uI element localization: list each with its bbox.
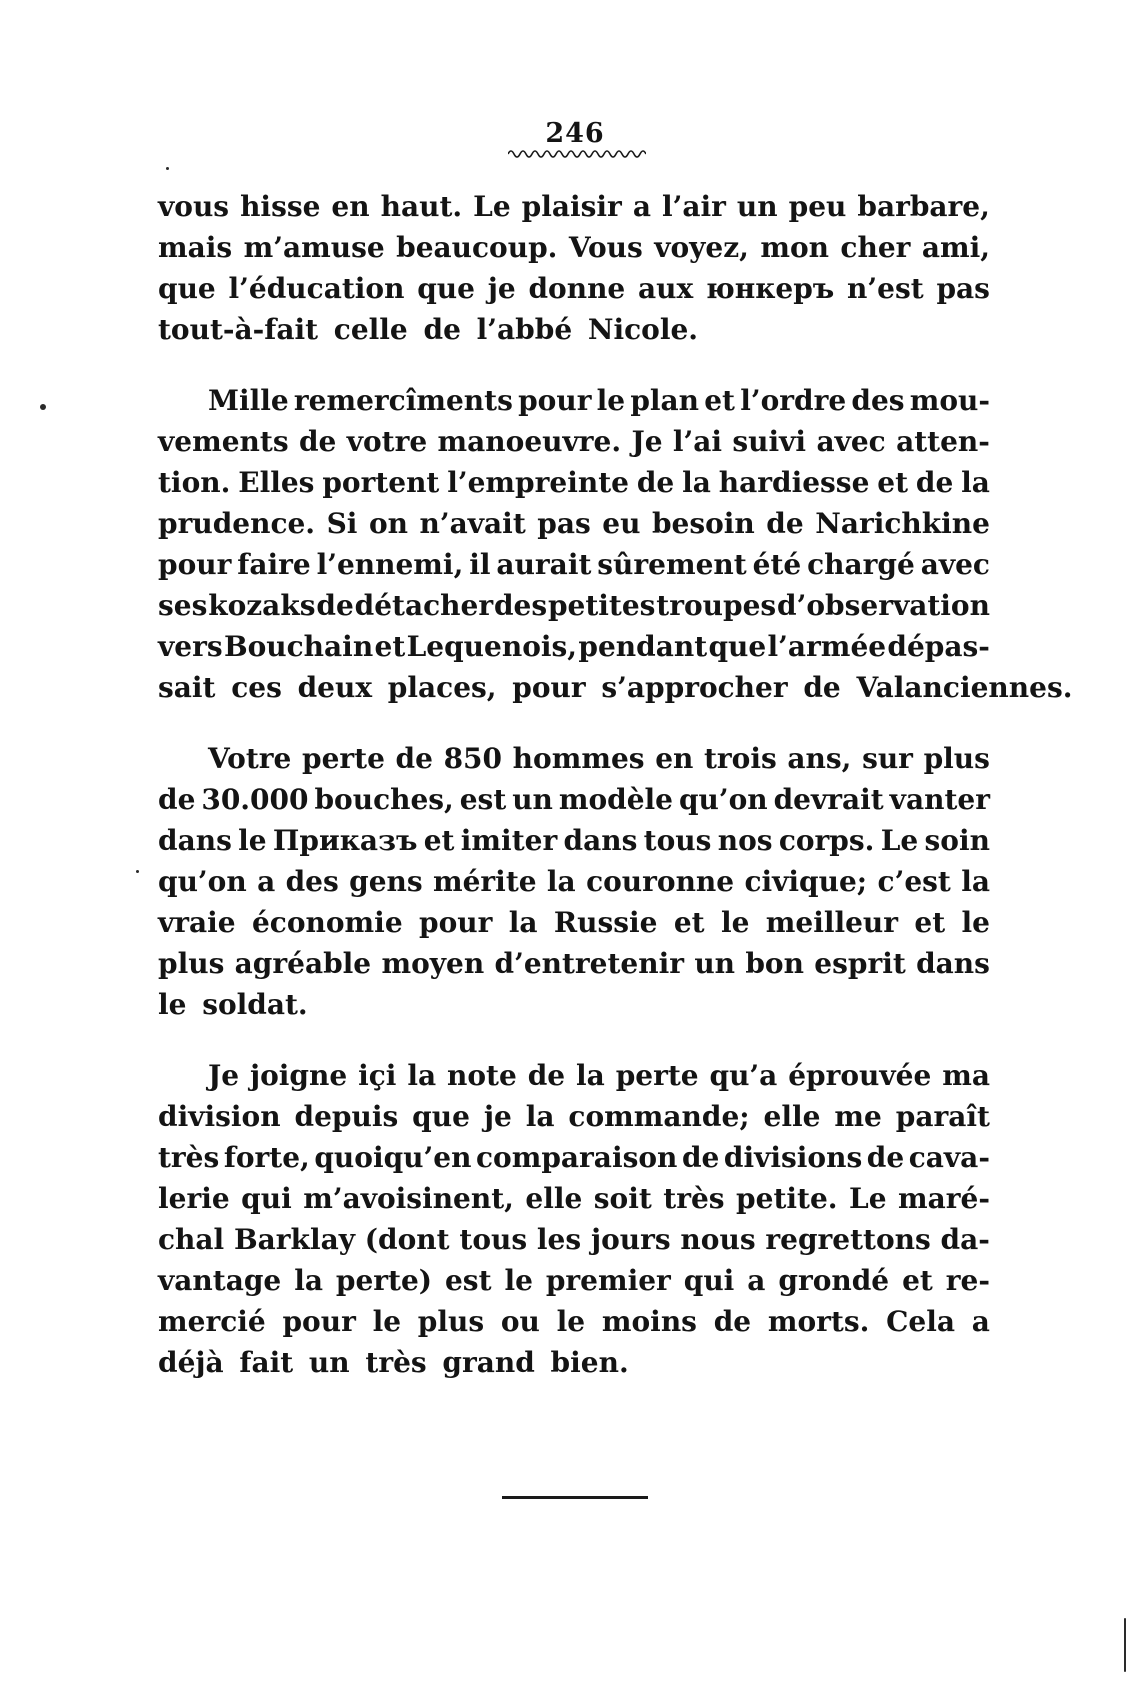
word: économie	[251, 906, 403, 939]
text-line	[158, 1137, 990, 1178]
word: le	[720, 906, 750, 939]
word: vraie	[158, 906, 236, 939]
scan-speck	[1124, 1618, 1126, 1672]
word: les	[536, 1223, 582, 1256]
word: la	[682, 466, 711, 499]
word: que	[417, 272, 475, 305]
word: l’empreinte	[447, 466, 629, 499]
word: m’amuse	[243, 231, 385, 264]
body-text	[158, 186, 1073, 1383]
word: commande;	[568, 1100, 750, 1133]
word: n’avait	[419, 507, 526, 540]
word: Narichkine	[815, 507, 990, 540]
word: le	[556, 1305, 586, 1338]
word: trois	[704, 742, 777, 775]
word: Elles	[238, 466, 315, 499]
word: sur	[862, 742, 913, 775]
word: kozaks	[208, 589, 316, 622]
word: la	[294, 1264, 323, 1297]
paragraph-gap	[158, 1025, 990, 1055]
word: beaucoup.	[396, 231, 558, 264]
word: hommes	[512, 742, 645, 775]
text-line	[158, 902, 990, 943]
word: et	[877, 466, 909, 499]
word: corps.	[778, 824, 875, 857]
word: cher	[840, 231, 911, 264]
word: l’ordre	[740, 384, 847, 417]
word: que	[708, 630, 767, 663]
word: été	[752, 548, 802, 581]
word: Le	[880, 824, 919, 857]
word: hardiesse	[718, 466, 870, 499]
word: division	[158, 1100, 281, 1133]
word: elle	[763, 1100, 821, 1133]
word: regrettons	[765, 1223, 931, 1256]
word: de	[298, 425, 337, 458]
word: eu	[602, 507, 641, 540]
text-line	[158, 421, 990, 462]
word: me	[834, 1100, 882, 1133]
word: la	[525, 1100, 555, 1133]
word: Bouchain	[223, 630, 374, 663]
word: avec	[816, 425, 886, 458]
word: morts.	[767, 1305, 870, 1338]
word: le	[238, 824, 267, 857]
word: très	[663, 1182, 725, 1215]
word: Cela	[886, 1305, 955, 1338]
word: nous	[680, 1223, 756, 1256]
word: de	[681, 1141, 720, 1174]
word: je	[487, 272, 516, 305]
word: de	[866, 1141, 905, 1174]
word: atten-	[896, 425, 990, 458]
word: mou-	[909, 384, 990, 417]
word: couronne	[586, 865, 735, 898]
text-line	[158, 779, 990, 820]
word: moins	[601, 1305, 697, 1338]
word: nos	[717, 824, 773, 857]
word: bon	[745, 947, 804, 980]
word: imiter	[460, 824, 558, 857]
word: vous	[158, 190, 230, 223]
word: dépas-	[887, 630, 990, 663]
word: plus	[417, 1305, 485, 1338]
text-line	[158, 1178, 990, 1219]
word: petite.	[736, 1182, 838, 1215]
word: re-	[945, 1264, 990, 1297]
paragraph-gap	[158, 708, 990, 738]
word: qui	[241, 1182, 292, 1215]
word: de	[766, 507, 804, 540]
word: sûrement	[597, 548, 747, 581]
word: qu’a	[709, 1059, 778, 1092]
word: de	[158, 783, 196, 816]
word: qu’on	[158, 865, 247, 898]
word: perte	[301, 742, 385, 775]
word: Je	[631, 425, 663, 458]
word: premier	[545, 1264, 671, 1297]
word: pendant	[578, 630, 708, 663]
word: perte)	[335, 1264, 433, 1297]
word: pas	[936, 272, 990, 305]
word: mérite	[432, 865, 537, 898]
word: de	[915, 466, 954, 499]
word: votre	[346, 425, 428, 458]
word: de	[316, 589, 354, 622]
word: suivi	[732, 425, 807, 458]
text-line: déjà fait un très grand bien.	[158, 1346, 629, 1379]
word: agréable	[234, 947, 372, 980]
word: en	[331, 190, 370, 223]
word: un	[512, 783, 553, 816]
word: la	[407, 1059, 437, 1092]
word: Je	[208, 1059, 240, 1092]
word: elle	[525, 1182, 583, 1215]
word: très	[158, 1141, 220, 1174]
word: et	[673, 906, 705, 939]
word: a	[971, 1305, 990, 1338]
word: Le	[849, 1182, 887, 1215]
word: portent	[322, 466, 440, 499]
word: Votre	[208, 742, 292, 775]
word: ou	[500, 1305, 540, 1338]
word: l’ennemi,	[316, 548, 464, 581]
word: l’armée	[767, 630, 887, 663]
word: donne	[528, 272, 626, 305]
text-line	[158, 861, 990, 902]
text-line	[158, 268, 990, 309]
word: mercié	[158, 1305, 266, 1338]
word: tous	[643, 824, 712, 857]
word: Le	[473, 190, 511, 223]
word: n’est	[847, 272, 924, 305]
word: tous	[459, 1223, 528, 1256]
word: peu	[788, 190, 847, 223]
word: un	[736, 190, 778, 223]
word: 850	[443, 742, 503, 775]
word: d’entretenir	[494, 947, 684, 980]
word: en	[655, 742, 694, 775]
word: pour	[518, 384, 592, 417]
word: quoiqu’en	[314, 1141, 472, 1174]
word: da-	[940, 1223, 990, 1256]
word: avec	[920, 548, 990, 581]
text-line	[158, 1260, 990, 1301]
word: et	[374, 630, 406, 663]
word: de	[395, 742, 433, 775]
text-line	[158, 1219, 990, 1260]
word: Lequenois,	[406, 630, 578, 663]
word: l’air	[661, 190, 726, 223]
word: ans,	[787, 742, 852, 775]
word: devrait	[773, 783, 884, 816]
word: et	[902, 1264, 933, 1297]
word: a	[747, 1264, 766, 1297]
word: de	[713, 1305, 752, 1338]
wavy-rule-ornament	[508, 148, 646, 160]
word: note	[447, 1059, 517, 1092]
word: meilleur	[765, 906, 899, 939]
word: jours	[590, 1223, 671, 1256]
text-line	[158, 1055, 990, 1096]
word: manoeuvre.	[437, 425, 622, 458]
word: qui	[683, 1264, 735, 1297]
word: il	[469, 548, 491, 581]
word: plus	[923, 742, 990, 775]
word: esprit	[814, 947, 906, 980]
word: pour	[158, 548, 232, 581]
text-line	[158, 1096, 990, 1137]
word: pour	[419, 906, 493, 939]
word: Vous	[568, 231, 643, 264]
word: 30.000	[201, 783, 309, 816]
word: ses	[158, 589, 208, 622]
word: on	[368, 507, 408, 540]
word: mais	[158, 231, 233, 264]
word: vantage	[158, 1264, 282, 1297]
word: le	[961, 906, 990, 939]
word: le	[372, 1305, 402, 1338]
text-line	[158, 1301, 990, 1342]
text-line	[158, 738, 990, 779]
word: юнкеръ	[705, 272, 835, 305]
word: et	[914, 906, 946, 939]
text-line: le soldat.	[158, 988, 308, 1021]
word: haut.	[380, 190, 463, 223]
word: gens	[349, 865, 423, 898]
word: prudence.	[158, 507, 316, 540]
word: la	[546, 865, 576, 898]
word: vers	[158, 630, 223, 663]
word: Mille	[208, 384, 289, 417]
word: que	[412, 1100, 470, 1133]
word: mon	[760, 231, 829, 264]
word: des	[285, 865, 339, 898]
word: a	[632, 190, 651, 223]
word: l’éducation	[228, 272, 405, 305]
word: la	[576, 1059, 605, 1092]
word: Приказъ	[272, 824, 418, 857]
word: la	[508, 906, 538, 939]
word: plan	[630, 384, 700, 417]
word: perte	[615, 1059, 699, 1092]
text-line	[158, 626, 990, 667]
word: dans	[916, 947, 990, 980]
text-line	[158, 585, 990, 626]
word: un	[694, 947, 736, 980]
word: est	[459, 783, 507, 816]
scan-speck	[40, 404, 46, 410]
word: petites	[547, 589, 656, 622]
word: la	[961, 466, 990, 499]
word: que	[158, 272, 216, 305]
word: aurait	[496, 548, 592, 581]
word: qu’on	[678, 783, 768, 816]
word: tion.	[158, 466, 231, 499]
word: le	[504, 1264, 533, 1297]
word: voyez,	[654, 231, 749, 264]
text-line	[158, 462, 990, 503]
word: des	[851, 384, 905, 417]
word: soin	[924, 824, 990, 857]
word: modèle	[558, 783, 673, 816]
word: grondé	[778, 1264, 890, 1297]
text-line	[158, 820, 990, 861]
word: troupes	[656, 589, 777, 622]
text-line	[158, 227, 990, 268]
word: soit	[593, 1182, 652, 1215]
word: et	[704, 384, 735, 417]
word: forte,	[223, 1141, 310, 1174]
word: dans	[563, 824, 638, 857]
word: plaisir	[521, 190, 622, 223]
word: des	[493, 589, 548, 622]
word: moyen	[381, 947, 485, 980]
word: vanter	[889, 783, 990, 816]
word: (dont	[364, 1223, 450, 1256]
word: içi	[358, 1059, 397, 1092]
word: pour	[282, 1305, 356, 1338]
word: lerie	[158, 1182, 230, 1215]
word: plus	[158, 947, 225, 980]
word: bouches,	[314, 783, 454, 816]
scan-speck	[166, 167, 169, 170]
paragraph-gap	[158, 350, 990, 380]
word: est	[444, 1264, 492, 1297]
word: Russie	[553, 906, 658, 939]
word: faire	[237, 548, 311, 581]
word: éprouvée	[788, 1059, 932, 1092]
word: ma	[942, 1059, 990, 1092]
word: maré-	[898, 1182, 990, 1215]
scan-speck	[136, 870, 139, 873]
word: et	[423, 824, 455, 857]
text-line	[158, 380, 990, 421]
word: civique;	[744, 865, 868, 898]
word: dans	[158, 824, 232, 857]
word: joigne	[249, 1059, 348, 1092]
word: de	[636, 466, 675, 499]
word: aux	[638, 272, 694, 305]
word: l’ai	[672, 425, 723, 458]
word: pas	[537, 507, 591, 540]
word: cava-	[908, 1141, 990, 1174]
word: a	[257, 865, 276, 898]
footer-rule	[502, 1496, 648, 1499]
word: c’est	[877, 865, 951, 898]
word: la	[961, 865, 990, 898]
word: ami,	[921, 231, 990, 264]
word: depuis	[294, 1100, 399, 1133]
word: de	[527, 1059, 566, 1092]
word: chal	[158, 1223, 225, 1256]
word: m’avoisinent,	[303, 1182, 514, 1215]
word: d’observation	[777, 589, 990, 622]
word: détacher	[354, 589, 494, 622]
text-line	[158, 186, 990, 227]
text-line: tout-à-fait celle de l’abbé Nicole.	[158, 313, 699, 346]
page-number: 246	[545, 118, 605, 149]
word: le	[596, 384, 626, 417]
word: hisse	[240, 190, 321, 223]
text-line	[158, 503, 990, 544]
word: Si	[326, 507, 358, 540]
word: besoin	[651, 507, 755, 540]
word: comparaison	[475, 1141, 678, 1174]
word: chargé	[807, 548, 915, 581]
text-line	[158, 544, 990, 585]
word: remercîments	[293, 384, 513, 417]
word: je	[483, 1100, 512, 1133]
text-line	[158, 943, 990, 984]
word: paraît	[895, 1100, 990, 1133]
text-line: sait ces deux places, pour s’approcher de Valanciennes.	[158, 671, 1073, 704]
word: barbare,	[857, 190, 990, 223]
word: vements	[158, 425, 289, 458]
word: divisions	[723, 1141, 863, 1174]
word: Barklay	[233, 1223, 355, 1256]
